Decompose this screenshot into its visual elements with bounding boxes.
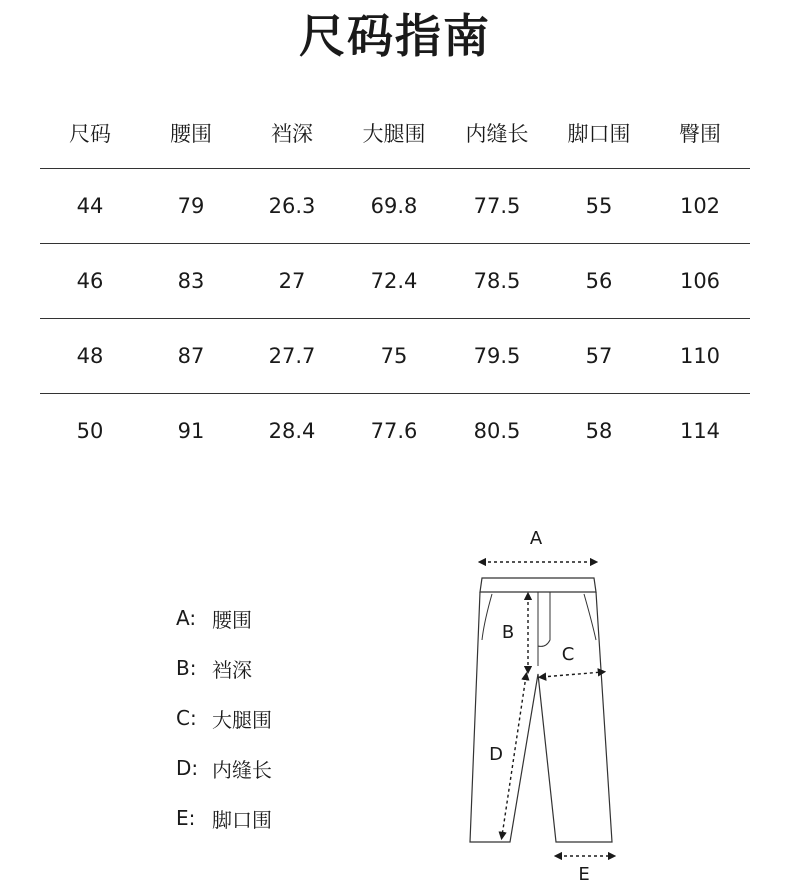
legend-item [176, 693, 272, 743]
legend-item [176, 793, 272, 843]
waistband-outline [480, 578, 596, 592]
cell-inseam: 79.5 [473, 344, 521, 368]
legend-label: 大腿围 [212, 707, 272, 732]
legend-key: E: [176, 806, 196, 830]
cell-waist: 83 [177, 269, 205, 293]
arrow-d [502, 676, 526, 836]
cell-hip: 102 [679, 194, 721, 218]
header-hip: 臀围 [679, 122, 721, 146]
legend-key: D: [176, 756, 199, 780]
cell-inseam: 77.5 [473, 194, 521, 218]
cell-size: 46 [76, 269, 104, 293]
header-thigh: 大腿围 [362, 122, 426, 146]
table-row [40, 244, 750, 319]
size-table [40, 98, 750, 468]
pants-illustration [462, 522, 642, 882]
header-inseam: 内缝长 [465, 122, 529, 146]
cell-inseam: 78.5 [473, 269, 521, 293]
cell-rise: 27.7 [268, 344, 316, 368]
cell-leg-opening: 58 [585, 419, 613, 443]
header-leg-opening: 脚口围 [567, 122, 631, 146]
legend-key: B: [176, 656, 197, 680]
cell-size: 48 [76, 344, 104, 368]
cell-rise: 28.4 [268, 419, 316, 443]
cell-leg-opening: 57 [585, 344, 613, 368]
label-d: D [489, 744, 503, 765]
label-b: B [501, 622, 515, 643]
cell-inseam: 80.5 [473, 419, 521, 443]
cell-waist: 91 [177, 419, 205, 443]
cell-thigh: 75 [380, 344, 408, 368]
legend-item [176, 593, 272, 643]
cell-rise: 27 [278, 269, 306, 293]
legend-item [176, 643, 272, 693]
pants-diagram [462, 522, 642, 882]
page-title: 尺码指南 [299, 9, 491, 63]
table-header [40, 98, 750, 169]
label-c: C [561, 644, 575, 665]
right-pocket [584, 594, 596, 640]
fly-outline [538, 592, 550, 666]
label-e: E [578, 864, 590, 882]
arrow-c [542, 672, 602, 677]
cell-size: 50 [76, 419, 104, 443]
cell-leg-opening: 55 [585, 194, 613, 218]
legend-label: 腰围 [212, 607, 252, 632]
label-a: A [529, 528, 543, 549]
cell-waist: 79 [177, 194, 205, 218]
table-row [40, 319, 750, 394]
legend-item [176, 743, 272, 793]
legend-label: 裆深 [212, 657, 252, 682]
cell-waist: 87 [177, 344, 205, 368]
measurement-legend [176, 593, 272, 843]
table-row [40, 169, 750, 244]
legend-label: 脚口围 [212, 807, 272, 832]
cell-size: 44 [76, 194, 104, 218]
header-size: 尺码 [69, 122, 111, 146]
cell-rise: 26.3 [268, 194, 316, 218]
left-pocket [482, 594, 492, 640]
cell-hip: 114 [679, 419, 721, 443]
cell-thigh: 77.6 [370, 419, 418, 443]
cell-hip: 106 [679, 269, 721, 293]
legend-key: C: [176, 706, 197, 730]
cell-leg-opening: 56 [585, 269, 613, 293]
cell-thigh: 69.8 [370, 194, 418, 218]
cell-thigh: 72.4 [370, 269, 418, 293]
table-row [40, 394, 750, 468]
header-waist: 腰围 [170, 122, 212, 146]
legend-label: 内缝长 [212, 757, 272, 782]
legend-key: A: [176, 606, 197, 630]
pants-outline [470, 592, 612, 842]
cell-hip: 110 [679, 344, 721, 368]
header-rise: 裆深 [271, 122, 313, 146]
